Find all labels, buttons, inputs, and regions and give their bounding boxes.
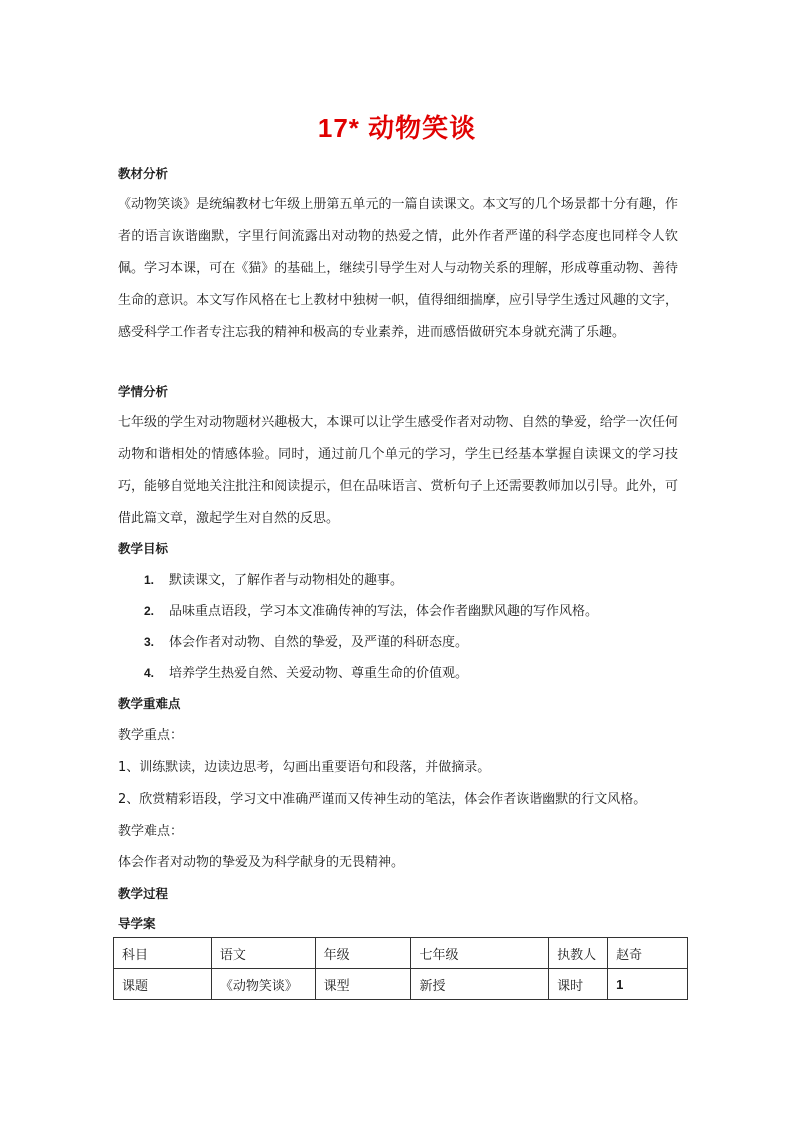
table-cell: 新授 <box>411 969 549 1000</box>
table-row <box>114 969 688 1000</box>
table-cell: 赵奇 <box>608 938 688 969</box>
table-cell: 年级 <box>315 938 411 969</box>
goal-item-3 <box>144 632 468 653</box>
heading-goals: 教学目标 <box>118 541 169 556</box>
table-cell: 课题 <box>114 969 212 1000</box>
table-cell: 七年级 <box>411 938 549 969</box>
table-cell: 1 <box>608 969 688 1000</box>
heading-guide: 导学案 <box>118 916 156 931</box>
table-cell: 课型 <box>315 969 411 1000</box>
goal-item-1 <box>144 570 403 591</box>
paragraph-student: 七年级的学生对动物题材兴趣极大，本课可以让学生感受作者对动物、自然的挚爱，给学一次任何动物和谐相处的情感体验。同时，通过前几个单元的学习，学生已经基本掌握自读课文的学习技巧，能够自觉地关注批注和阅读提示，但在品味语言、赏析句子上还需要教师加以引导。此外，可借此篇文章，激起学生对自然的反思。 <box>118 415 678 526</box>
goal-number: 4. <box>144 666 155 680</box>
heading-analysis: 教材分析 <box>118 166 169 181</box>
lesson-info-table <box>113 937 688 1000</box>
heading-student: 学情分析 <box>118 384 169 399</box>
difficulty-text: 体会作者对动物的挚爱及为科学献身的无畏精神。 <box>118 855 405 870</box>
heading-process: 教学过程 <box>118 886 169 901</box>
goal-number: 2. <box>144 604 155 618</box>
table-cell: 科目 <box>114 938 212 969</box>
document-title: 17* 动物笑谈 <box>317 113 477 143</box>
table-row <box>114 938 688 969</box>
table-cell: 课时 <box>549 969 608 1000</box>
goal-number: 3. <box>144 635 155 649</box>
goal-text: 培养学生热爱自然、关爱动物、尊重生命的价值观。 <box>169 666 469 681</box>
table-cell: 执教人 <box>549 938 608 969</box>
table-cell: 语文 <box>211 938 315 969</box>
goal-item-4 <box>144 663 468 684</box>
difficulty-label: 教学难点： <box>118 824 184 839</box>
goal-text: 品味重点语段，学习本文准确传神的写法，体会作者幽默风趣的写作风格。 <box>169 604 599 619</box>
goal-text: 体会作者对动物、自然的挚爱，及严谨的科研态度。 <box>169 635 469 650</box>
key-item-2: 2、欣赏精彩语段，学习文中准确严谨而又传神生动的笔法，体会作者诙谐幽默的行文风格。 <box>118 792 647 807</box>
key-item-1: 1、训练默读，边读边思考，勾画出重要语句和段落，并做摘录。 <box>118 760 491 775</box>
goal-text: 默读课文，了解作者与动物相处的趣事。 <box>169 573 404 588</box>
heading-key: 教学重难点 <box>118 696 181 711</box>
table-cell: 《动物笑谈》 <box>211 969 315 1000</box>
key-label: 教学重点： <box>118 728 184 743</box>
goal-number: 1. <box>144 573 155 587</box>
goal-item-2 <box>144 601 598 622</box>
paragraph-analysis: 《动物笑谈》是统编教材七年级上册第五单元的一篇自读课文。本文写的几个场景都十分有趣，作者的语言诙谐幽默，字里行间流露出对动物的热爱之情，此外作者严谨的科学态度也同样令人钦佩。学习本课，可在《猫》的基础上，继续引导学生对人与动物关系的理解，形成尊重动物、善待生命的意识。本文写作风格在七上教材中独树一帜，值得细细揣摩，应引导学生透过风趣的文字，感受科学工作者专注忘我的精神和极高的专业素养，进而感悟做研究本身就充满了乐趣。 <box>118 197 678 340</box>
